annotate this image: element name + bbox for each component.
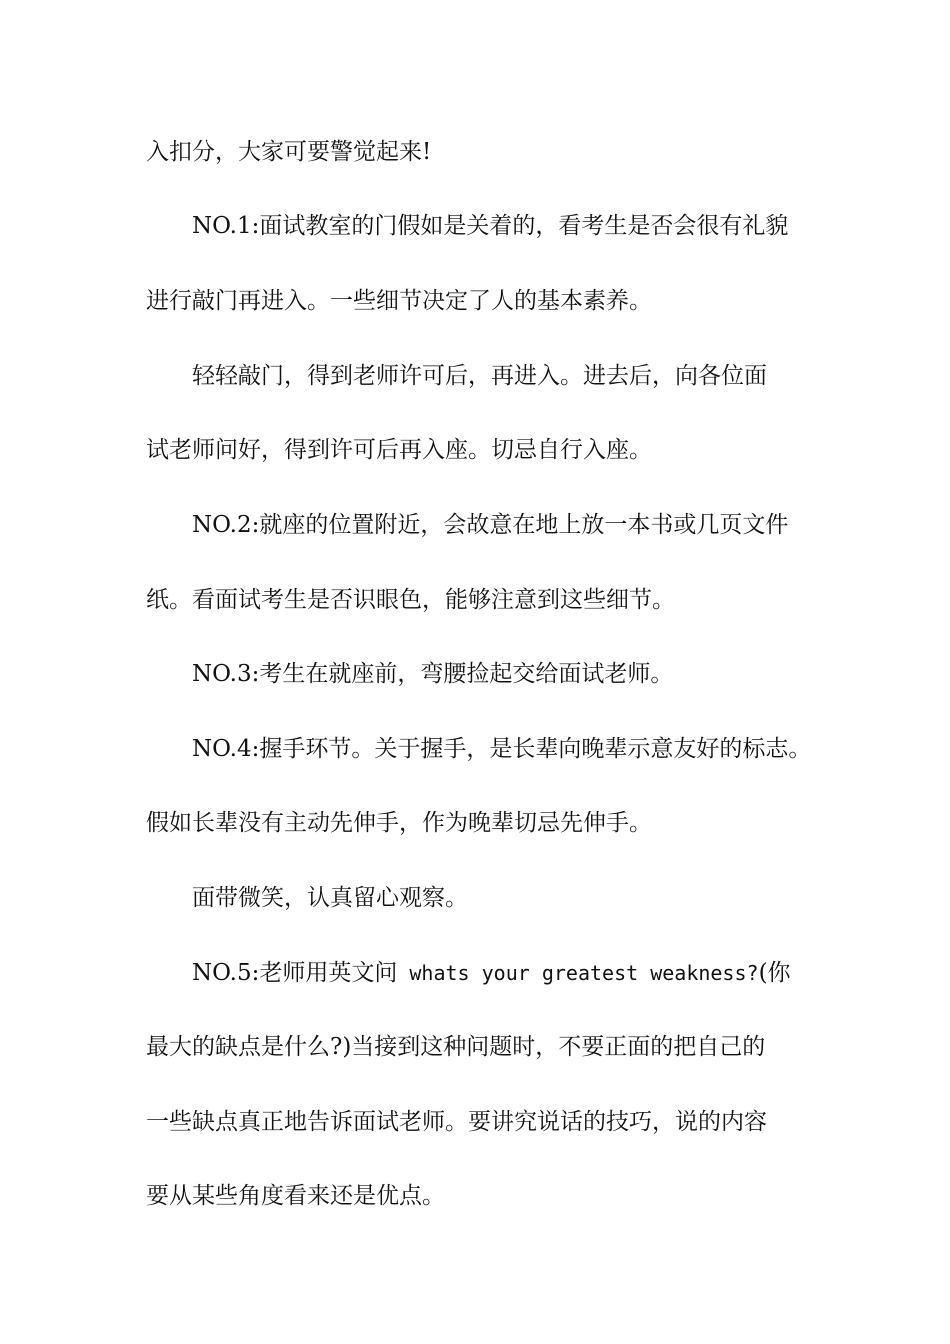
paragraph-knock-line: 轻轻敲门，得到老师许可后，再进入。进去后，向各位面 xyxy=(192,363,767,389)
text-line: 一些缺点真正地告诉面试老师。要讲究说话的技巧，说的内容 xyxy=(146,1109,767,1135)
text-line: 最大的缺点是什么?)当接到这种问题时，不要正面的把自己的 xyxy=(146,1034,766,1060)
text-line: 试老师问好，得到许可后再入座。切忌自行入座。 xyxy=(146,437,652,463)
paragraph-no5-line xyxy=(192,958,791,988)
paragraph-smile-line: 面带微笑，认真留心观察。 xyxy=(192,885,468,911)
no5-suffix: (你 xyxy=(758,960,791,986)
text-line: 入扣分，大家可要警觉起来! xyxy=(146,139,432,165)
paragraph-no4-line: NO.4:握手环节。关于握手，是长辈向晚辈示意友好的标志。 xyxy=(192,736,812,762)
paragraph-no3-line: NO.3:考生在就座前，弯腰捡起交给面试老师。 xyxy=(192,661,674,687)
no5-prefix: NO.5:老师用英文问 xyxy=(192,960,398,986)
english-question: whats your greatest weakness? xyxy=(397,961,759,985)
paragraph-no1-line: NO.1:面试教室的门假如是关着的，看考生是否会很有礼貌 xyxy=(192,213,789,239)
text-line: 要从某些角度看来还是优点。 xyxy=(146,1183,445,1209)
text-line: 假如长辈没有主动先伸手，作为晚辈切忌先伸手。 xyxy=(146,810,652,836)
paragraph-no2-line: NO.2:就座的位置附近，会故意在地上放一本书或几页文件 xyxy=(192,512,789,538)
text-line: 进行敲门再进入。一些细节决定了人的基本素养。 xyxy=(146,288,652,314)
text-line: 纸。看面试考生是否识眼色，能够注意到这些细节。 xyxy=(146,587,675,613)
